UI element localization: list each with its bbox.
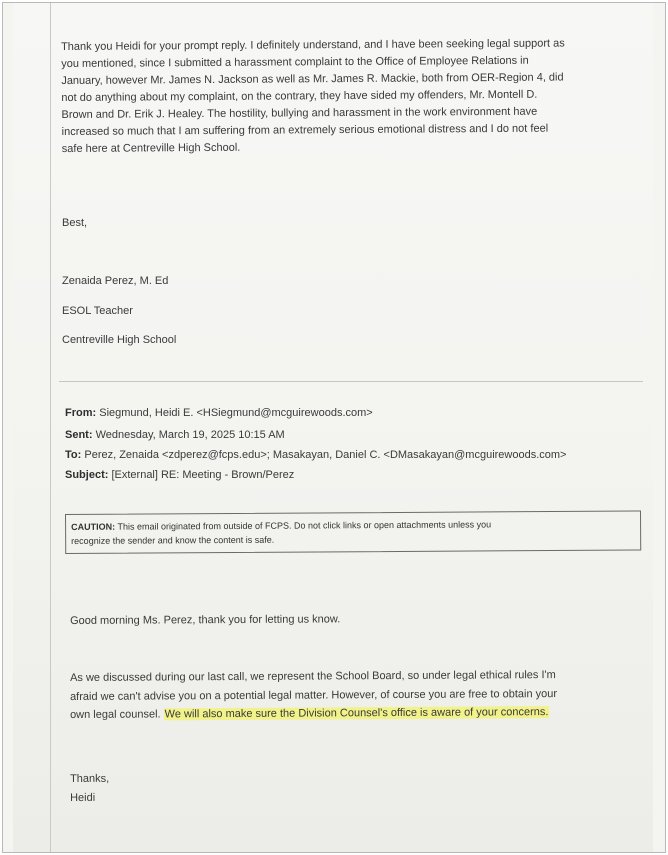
highlighted-sentence: We will also make sure the Division Counsel's office is aware of your concerns. (164, 706, 549, 721)
signature-school: Centreville High School (62, 334, 177, 346)
signature-role: ESOL Teacher (62, 305, 133, 317)
message-line-2: afraid we can't advise you on a potential legal matter. However, of course you are free to obtain your (70, 688, 558, 703)
caution-text-1: This email originated from outside of FCPS. Do not click links or open attachments unless you (117, 519, 492, 532)
subject-label: Subject: (65, 469, 109, 481)
reply-line: Thank you Heidi for your prompt reply. I definitely understand, and I have been seeking legal support as (61, 37, 565, 53)
left-margin-line (50, 3, 51, 852)
reply-line: safe here at Centreville High School. (61, 141, 241, 155)
caution-box (65, 510, 641, 554)
sent-label: Sent: (65, 429, 93, 441)
header-subject (65, 467, 294, 484)
to-value: Perez, Zenaida <zdperez@fcps.edu>; Masakayan, Daniel C. <DMasakayan@mcguirewoods.com> (84, 449, 567, 461)
scanned-page-frame (2, 2, 666, 853)
reply-line: you mentioned, since I submitted a harassment complaint to the Office of Employee Relations in (61, 54, 529, 70)
message-greeting: Good morning Ms. Perez, thank you for letting us know. (70, 613, 341, 627)
paper-sheet (13, 3, 653, 852)
message-line-1: As we discussed during our last call, we represent the School Board, so under legal ethical rules I'm (70, 669, 556, 684)
reply-paragraph (61, 35, 647, 158)
caution-line-1 (71, 518, 491, 533)
from-label: From: (65, 407, 97, 419)
to-label: To: (65, 449, 82, 461)
reply-line: January, however Mr. James N. Jackson as well as Mr. James R. Mackie, both from OER-Region 4, did (61, 71, 564, 87)
header-sent (65, 427, 285, 444)
subject-value: [External] RE: Meeting - Brown/Perez (111, 469, 295, 481)
reply-line: not do anything about my complaint, on the contrary, they have sided my offenders, Mr. Montell D. (61, 88, 538, 104)
header-to (65, 447, 567, 464)
caution-label: CAUTION: (71, 521, 116, 532)
header-from (65, 405, 373, 422)
from-value: Siegmund, Heidi E. <HSiegmund@mcguirewoods.com> (99, 407, 373, 419)
reply-line: Brown and Dr. Erik J. Healey. The hostility, bullying and harassment in the work environment have (61, 105, 538, 121)
message-signer: Heidi (70, 791, 96, 804)
message-closing: Thanks, (70, 772, 110, 785)
signature-name: Zenaida Perez, M. Ed (62, 275, 169, 287)
reply-line: increased so much that I am suffering from an extremely serious emotional distress and I do not feel (61, 122, 549, 138)
message-line-3-plain: own legal counsel. (70, 708, 161, 721)
message-line-3 (70, 704, 549, 724)
message-divider (59, 381, 643, 382)
sent-value: Wednesday, March 19, 2025 10:15 AM (95, 429, 285, 441)
caution-text-2: recognize the sender and know the content is safe. (71, 534, 275, 546)
reply-closing: Best, (62, 217, 88, 229)
